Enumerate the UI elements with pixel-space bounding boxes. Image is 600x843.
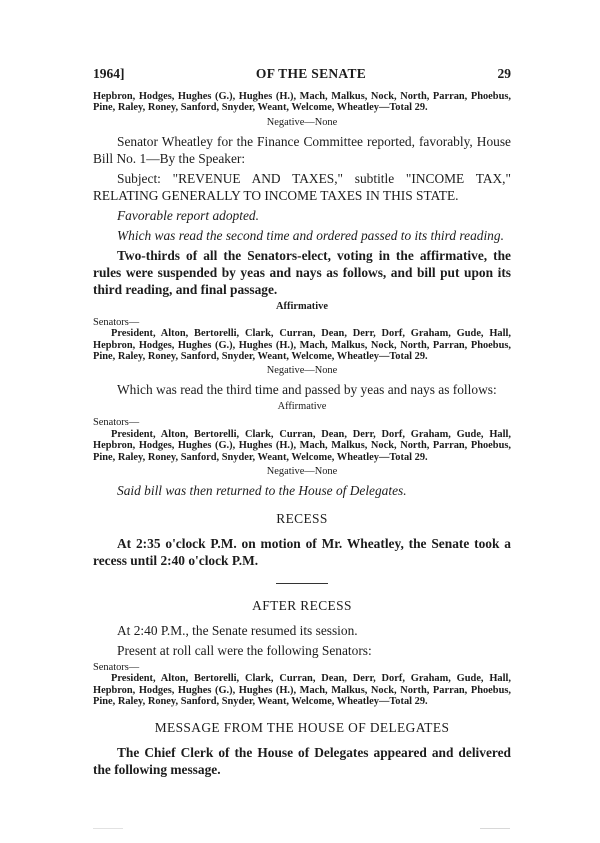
returned-to-house-line: Said bill was then returned to the House of Delegates. xyxy=(117,483,407,499)
header-title: OF THE SENATE xyxy=(255,66,367,81)
roll-call-present: President, Alton, Bertorelli, Clark, Curran, Dean, Derr, Dorf, Graham, Gude, Hall, Hepbron, Hodges, Hughes (G.), Hughes (H.), Mach, Malkus, Nock, North, Parran, Phoebus, Pine, Raley, Roney, Sanford, Snyder, Weant, Welcome, Wheatley—Total 29. xyxy=(93,673,511,708)
bill-subject-paragraph: Subject: "REVENUE AND TAXES," subtitle "INCOME TAX," RELATING GENERALLY TO INCOME TAXES IN THIS STATE. xyxy=(93,170,511,203)
committee-report-paragraph: Senator Wheatley for the Finance Committee reported, favorably, House Bill No. 1—By the Speaker: xyxy=(93,133,511,166)
second-reading-paragraph: Which was read the second time and ordered passed to its third reading. xyxy=(117,227,504,243)
negative-none-label: Negative—None xyxy=(266,365,338,377)
favorable-report-line: Favorable report adopted. xyxy=(117,207,259,223)
message-paragraph: The Chief Clerk of the House of Delegates appeared and delivered the following message. xyxy=(93,744,511,777)
negative-none-label: Negative—None xyxy=(266,116,338,128)
affirmative-label: Affirmative xyxy=(276,300,328,312)
senators-label: Senators— xyxy=(93,417,140,429)
senators-label: Senators— xyxy=(93,662,140,674)
recess-heading: RECESS xyxy=(276,511,328,527)
message-heading: MESSAGE FROM THE HOUSE OF DELEGATES xyxy=(154,719,450,735)
session-resumed-paragraph: At 2:40 P.M., the Senate resumed its session. xyxy=(117,623,358,639)
journal-page xyxy=(93,66,511,781)
scan-mark xyxy=(480,828,510,829)
roll-call-affirmative: President, Alton, Bertorelli, Clark, Curran, Dean, Derr, Dorf, Graham, Gude, Hall, Hepbron, Hodges, Hughes (G.), Hughes (H.), Mach, Malkus, Nock, North, Parran, Phoebus, Pine, Raley, Roney, Sanford, Snyder, Weant, Welcome, Wheatley—Total 29. xyxy=(93,328,511,363)
roll-call-continued: Hepbron, Hodges, Hughes (G.), Hughes (H.), Mach, Malkus, Nock, North, Parran, Phoebus, Pine, Raley, Roney, Sanford, Snyder, Weant, Welcome, Wheatley—Total 29. xyxy=(93,91,511,114)
header-page-number: 29 xyxy=(497,66,511,81)
third-reading-paragraph: Which was read the third time and passed by yeas and nays as follows: xyxy=(117,382,497,398)
running-head xyxy=(93,66,511,82)
section-divider xyxy=(276,583,328,584)
negative-none-label: Negative—None xyxy=(266,466,338,478)
after-recess-heading: AFTER RECESS xyxy=(252,598,352,614)
senators-label: Senators— xyxy=(93,316,140,328)
roll-call-affirmative: President, Alton, Bertorelli, Clark, Curran, Dean, Derr, Dorf, Graham, Gude, Hall, Hepbron, Hodges, Hughes (G.), Hughes (H.), Mach, Malkus, Nock, North, Parran, Phoebus, Pine, Raley, Roney, Sanford, Snyder, Weant, Welcome, Wheatley—Total 29. xyxy=(93,428,511,463)
recess-paragraph: At 2:35 o'clock P.M. on motion of Mr. Wheatley, the Senate took a recess until 2:40 o'clock P.M. xyxy=(93,536,511,569)
scan-mark xyxy=(93,828,123,829)
roll-call-intro-paragraph: Present at roll call were the following Senators: xyxy=(117,643,372,659)
rules-suspended-paragraph: Two-thirds of all the Senators-elect, voting in the affirmative, the rules were suspended by yeas and nays as follows, and bill put upon its third reading, and final passage. xyxy=(93,247,511,297)
affirmative-label: Affirmative xyxy=(277,401,327,413)
header-year: 1964] xyxy=(93,66,125,81)
